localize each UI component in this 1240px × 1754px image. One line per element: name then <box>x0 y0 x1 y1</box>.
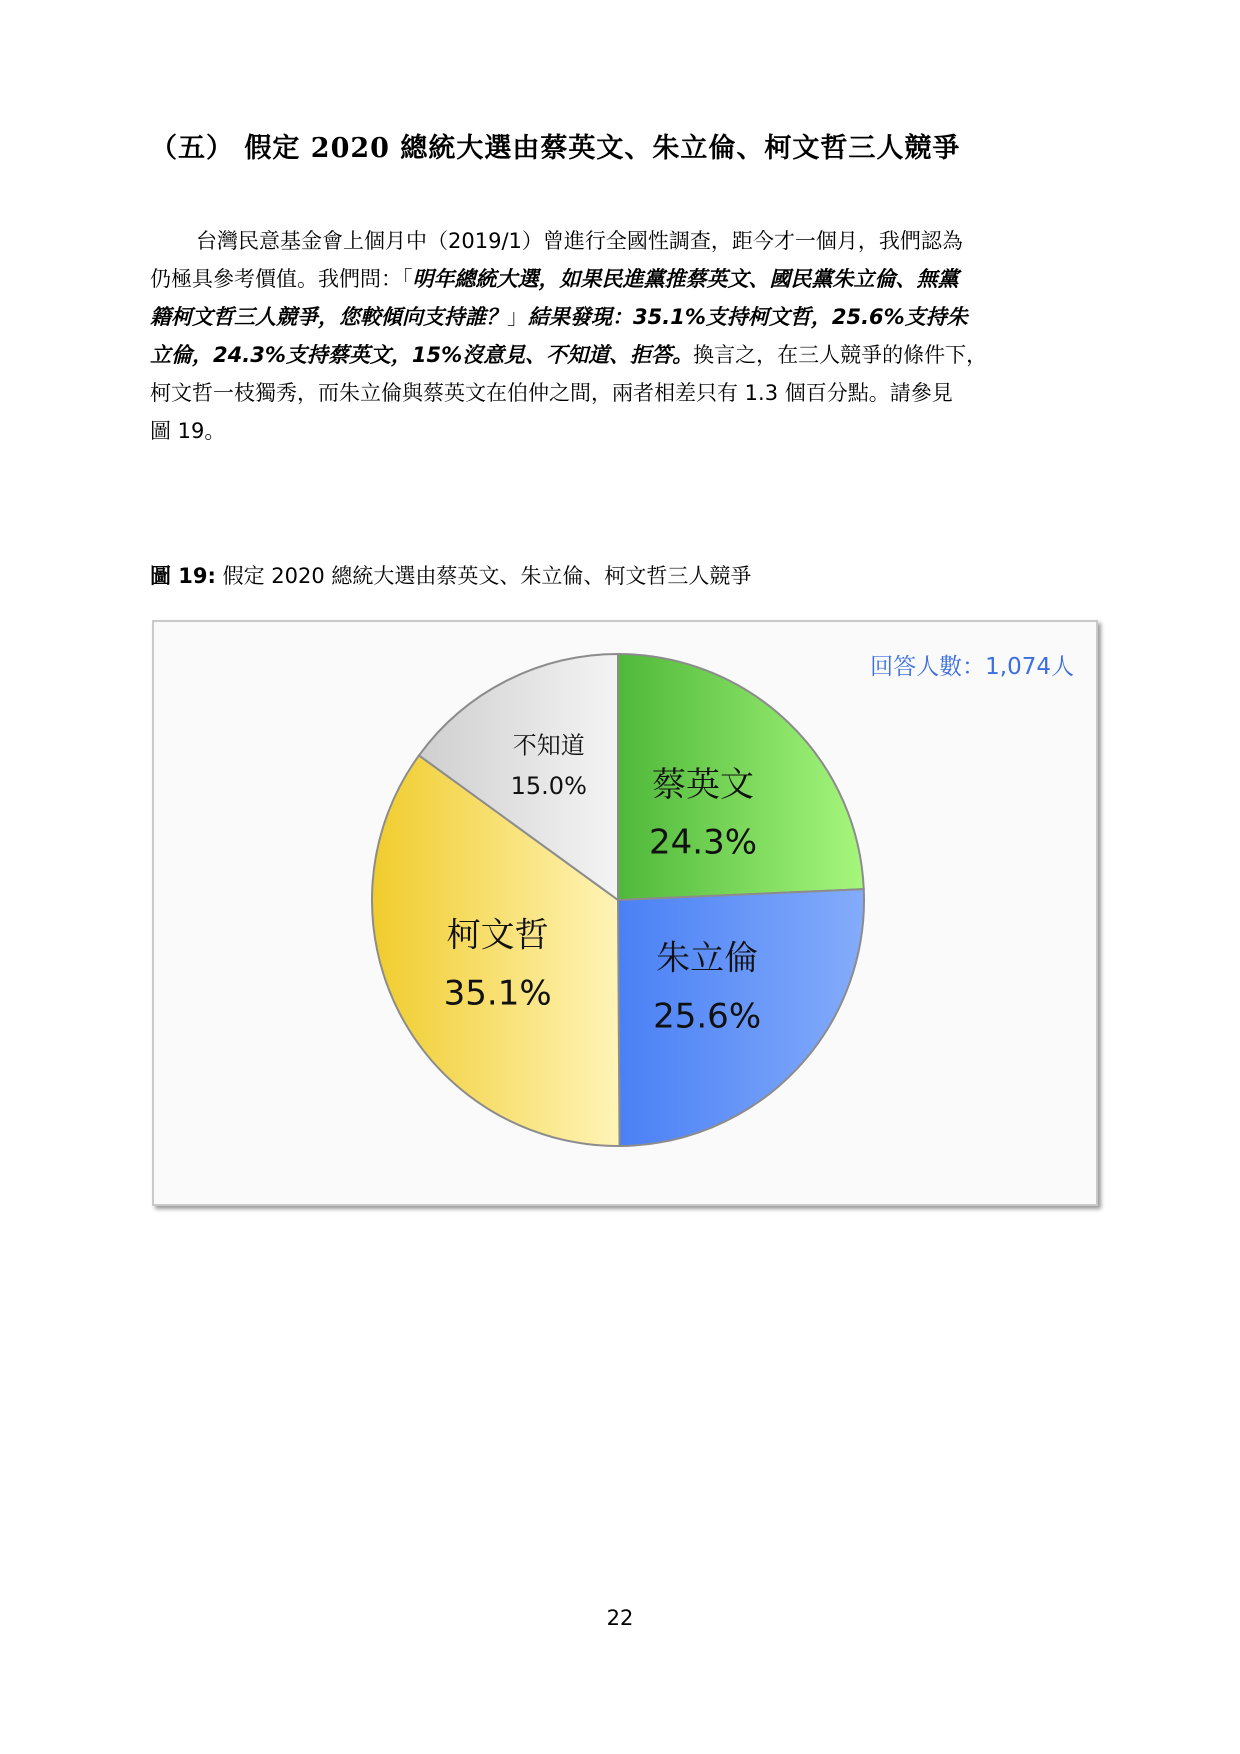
pie-chart-frame <box>152 620 1098 1206</box>
pie-slice-label: 蔡英文 <box>652 764 755 805</box>
pie-slice-label: 朱立倫 <box>656 938 759 979</box>
para-line-2 <box>150 260 1100 298</box>
para-emphasis: 籍柯文哲三人競爭，您較傾向支持誰？ <box>150 305 507 329</box>
para-line-4 <box>150 336 1100 374</box>
figure-number: 圖 19: <box>150 564 216 588</box>
pie-slice-value: 35.1% <box>443 973 552 1014</box>
page-number: 22 <box>606 1606 634 1630</box>
para-line-3 <box>150 298 1100 336</box>
pie-slice-label: 柯文哲 <box>446 915 549 956</box>
para-text: 」 <box>507 305 528 329</box>
respondent-count: 回答人數：1,074人 <box>870 654 1074 680</box>
para-text: 仍極具參考價值。我們問：「 <box>150 267 413 291</box>
para-emphasis: 結果發現：35.1%支持柯文哲，25.6%支持朱 <box>528 305 968 329</box>
pie-slice-label: 不知道 <box>512 731 585 760</box>
para-emphasis: 明年總統大選，如果民進黨推蔡英文、國民黨朱立倫、無黨 <box>412 267 959 291</box>
pie-slice-value: 15.0% <box>510 772 587 801</box>
para-line-1: 台灣民意基金會上個月中（2019/1）曾進行全國性調查，距今才一個月，我們認為 <box>196 229 963 253</box>
para-line-6: 圖 19。 <box>150 419 226 443</box>
para-emphasis: 立倫，24.3%支持蔡英文，15%沒意見、不知道、拒答。 <box>150 343 694 367</box>
pie-slice-value: 25.6% <box>653 996 762 1037</box>
body-paragraph <box>150 222 1100 450</box>
section-heading: （五） 假定 2020 總統大選由蔡英文、朱立倫、柯文哲三人競爭 <box>150 133 961 164</box>
para-line-5: 柯文哲一枝獨秀，而朱立倫與蔡英文在伯仲之間，兩者相差只有 1.3 個百分點。請參見 <box>150 381 953 405</box>
pie-slice-value: 24.3% <box>649 822 758 863</box>
pie-chart <box>154 622 1096 1204</box>
figure-title: 假定 2020 總統大選由蔡英文、朱立倫、柯文哲三人競爭 <box>222 564 752 588</box>
para-text: 換言之，在三人競爭的條件下， <box>693 343 988 367</box>
figure-caption <box>150 560 751 590</box>
